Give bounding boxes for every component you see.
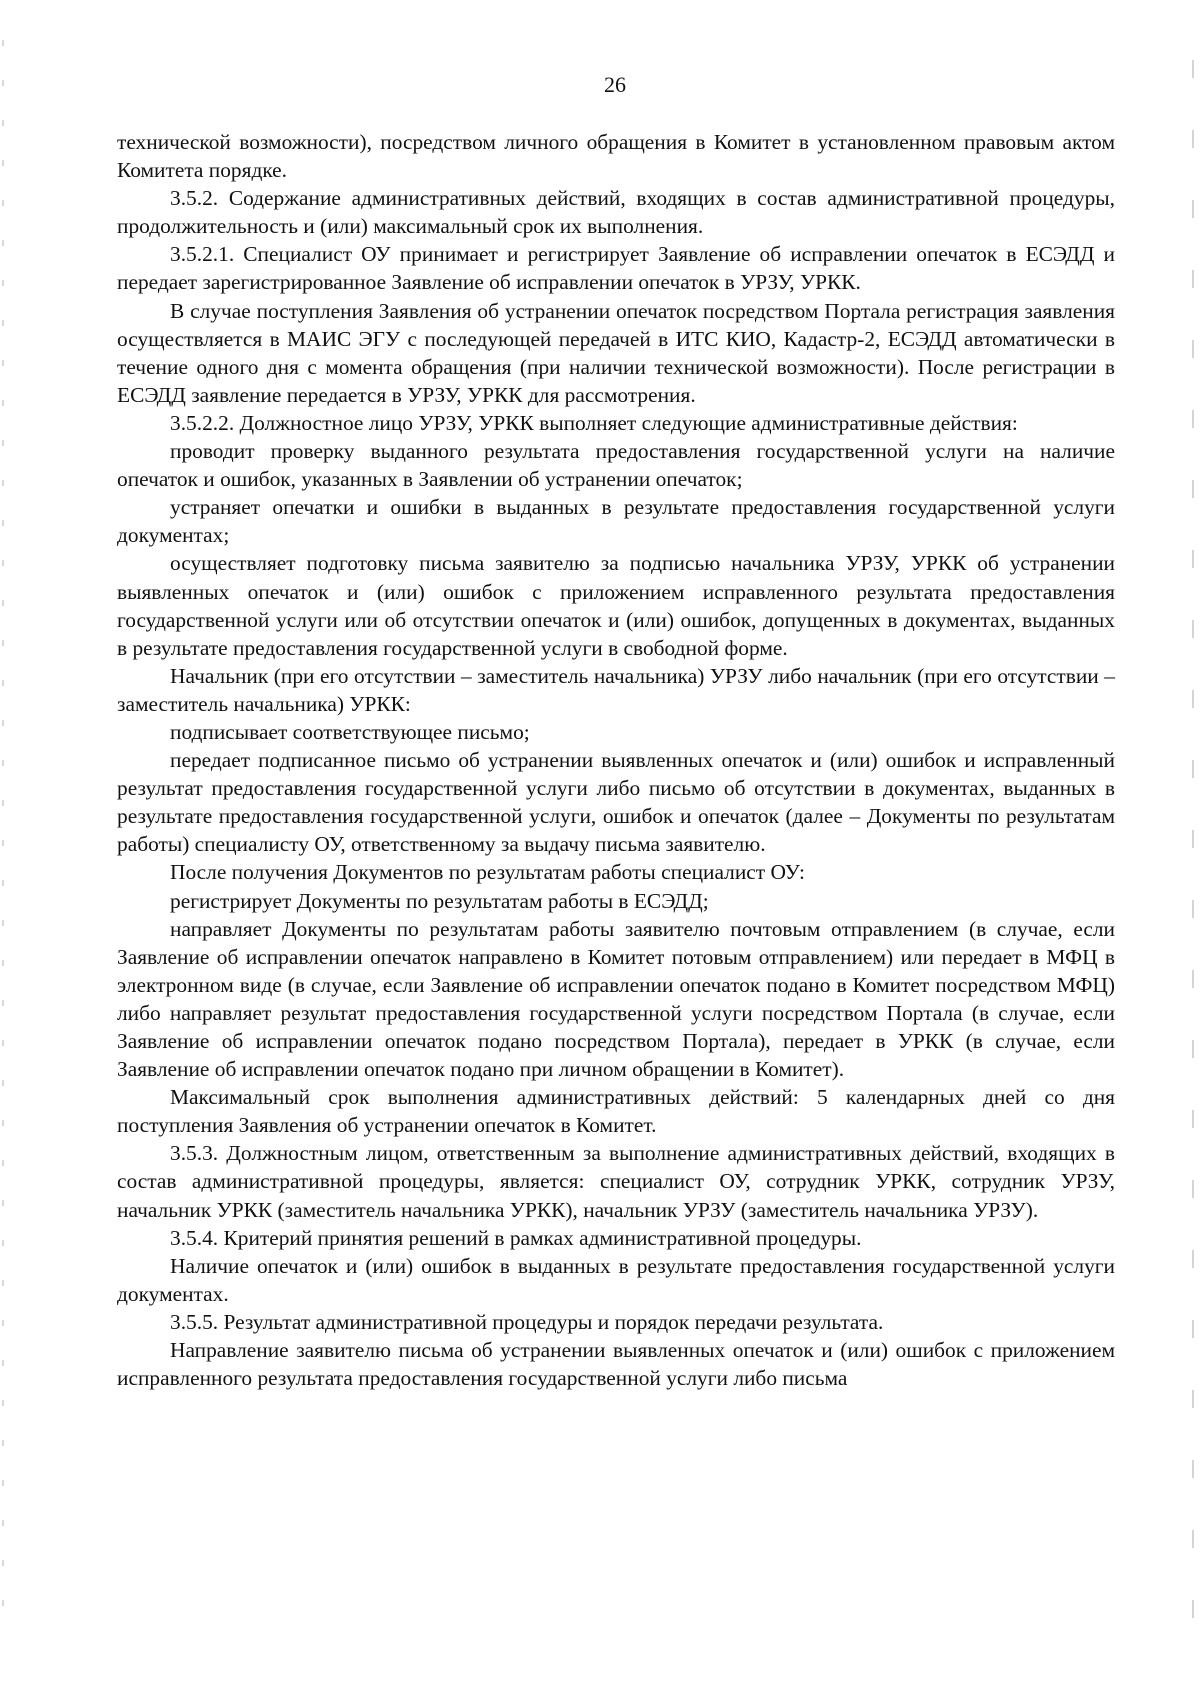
paragraph: передает подписанное письмо об устранении выявленных опечаток и (или) ошибок и исправленный результат предоставления государственной услуги либо письмо об отсутствии в документах, выданных в результате предоставления государственной услуги, ошибок и опечаток (далее – Документы по результатам работы) специалисту ОУ, ответственному за выдачу письма заявителю. [117,748,1115,857]
paragraph: направляет Документы по результатам работы заявителю почтовым отправлением (в случае, если Заявление об исправлении опечаток направлено в Комитет потовым отправлением) или передает в МФЦ в электронном виде (в случае, если Заявление об исправлении опечаток подано в Комитет посредством МФЦ) либо направляет результат предоставления государственной услуги посредством Портала (в случае, если Заявление об исправлении опечаток подано посредством Портала), передает в УРКК (в случае, если Заявление об исправлении опечаток подано при личном обращении в Комитет). [117,916,1115,1082]
paragraph: 3.5.4. Критерий принятия решений в рамках административной процедуры. [170,1225,862,1250]
paragraph: устраняет опечатки и ошибки в выданных в результате предоставления государственной услуги документах; [117,495,1115,548]
paragraph: технической возможности), посредством личного обращения в Комитет в установленном правовым актом Комитета порядке. [117,130,1115,183]
paragraph: В случае поступления Заявления об устранении опечаток посредством Портала регистрация заявления осуществляется в МАИС ЭГУ с последующей передачей в ИТС КИО, Кадастр-2, ЕСЭДД автоматически в течение одного дня с момента обращения (при наличии технической возможности). После регистрации в ЕСЭДД заявление передается в УРЗУ, УРКК для рассмотрения. [117,298,1115,407]
paragraph: 3.5.5. Результат административной процедуры и порядок передачи результата. [170,1309,884,1334]
paragraph: 3.5.2. Содержание административных действий, входящих в состав административной процедуры, продолжительность и (или) максимальный срок их выполнения. [117,186,1115,239]
scan-edge-left [2,40,4,1640]
paragraph: проводит проверку выданного результата предоставления государственной услуги на наличие опечаток и ошибок, указанных в Заявлении об устранении опечаток; [117,439,1115,492]
paragraph: Направление заявителю письма об устранении выявленных опечаток и (или) ошибок с приложением исправленного результата предоставления государственной услуги либо письма [117,1338,1115,1391]
paragraph: 3.5.2.1. Специалист ОУ принимает и регистрирует Заявление об исправлении опечаток в ЕСЭДД и передает зарегистрированное Заявление об исправлении опечаток в УРЗУ, УРКК. [117,242,1115,295]
page-number: 26 [604,72,626,97]
paragraph: Наличие опечаток и (или) ошибок в выданных в результате предоставления государственной услуги документах. [117,1253,1115,1306]
paragraph: Начальник (при его отсутствии – заместитель начальника) УРЗУ либо начальник (при его отсутствии – заместитель начальника) УРКК: [117,663,1115,716]
paragraph: 3.5.2.2. Должностное лицо УРЗУ, УРКК выполняет следующие административные действия: [170,410,1018,435]
paragraph: Максимальный срок выполнения административных действий: 5 календарных дней со дня поступления Заявления об устранении опечаток в Комитет. [117,1085,1115,1138]
scan-edge-right [1192,60,1194,1620]
document-body [117,128,1115,1392]
paragraph: 3.5.3. Должностным лицом, ответственным за выполнение административных действий, входящих в состав административной процедуры, является: специалист ОУ, сотрудник УРКК, сотрудник УРЗУ, начальник УРКК (заместитель начальника УРКК), начальник УРЗУ (заместитель начальника УРЗУ). [117,1141,1115,1222]
paragraph: осуществляет подготовку письма заявителю за подписью начальника УРЗУ, УРКК об устранении выявленных опечаток и (или) ошибок с приложением исправленного результата предоставления государственной услуги или об отсутствии опечаток и (или) ошибок, допущенных в документах, выданных в результате предоставления государственной услуги в свободной форме. [117,551,1115,660]
paragraph: подписывает соответствующее письмо; [170,719,530,744]
paragraph: регистрирует Документы по результатам работы в ЕСЭДД; [170,888,709,913]
paragraph: После получения Документов по результатам работы специалист ОУ: [170,860,805,885]
